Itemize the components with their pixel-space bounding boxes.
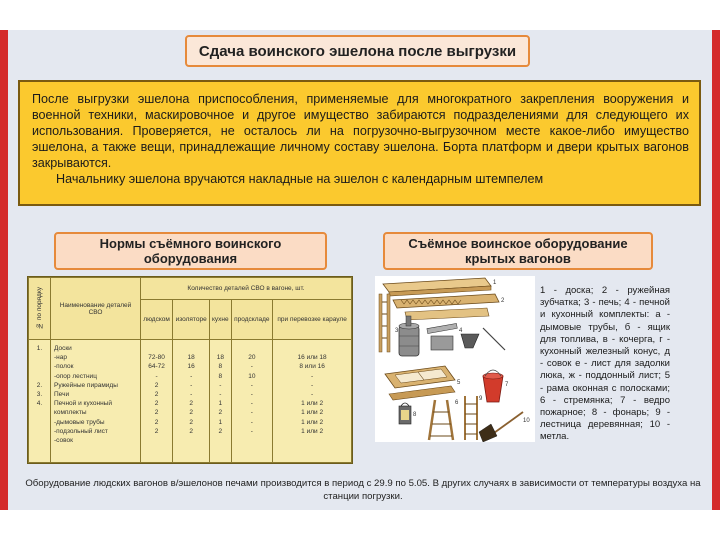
table-cell: 3. (36, 391, 43, 399)
table-cell: -подзольный лист (54, 427, 108, 435)
stove-drawing (399, 316, 419, 356)
table-cell (174, 344, 208, 353)
table-header-izolyator: изоляторе (173, 300, 210, 340)
equipment-illustration (375, 276, 535, 442)
table-cell: - (219, 381, 222, 389)
table-cell: 18 (216, 354, 224, 362)
stove-kit-drawing (427, 323, 505, 350)
table-cell: 1 или 2 (301, 400, 324, 408)
svg-text:3: 3 (395, 328, 399, 334)
table-cell (142, 344, 171, 353)
table-cell: -дымовые трубы (54, 418, 105, 426)
table-col-lyudskom (141, 340, 173, 463)
table-cell: 2 (154, 409, 159, 417)
right-accent-bar (712, 30, 720, 510)
table-cell: 1 или 2 (301, 418, 324, 426)
table-cell: - (155, 372, 158, 380)
table-cell (274, 344, 350, 353)
table-cell: Доски (54, 345, 72, 352)
table-cell: 1. (36, 345, 43, 352)
table-cell: - (190, 381, 193, 389)
table-header-quantity: Количество деталей СВО в вагоне, шт. (141, 278, 352, 300)
table-cell (30, 353, 49, 362)
table-cell (30, 362, 49, 371)
table-cell: -опор лестниц (54, 372, 97, 380)
lantern-drawing (399, 403, 411, 424)
equipment-legend: 1 - доска; 2 - ружейная зубчатка; 3 - печь; 4 - печной и кухонный комплекты: а - дымовые трубы, б - ящик для топлива, в - кочерга, г - кухонный железный конус, д - совок е - лист для задолки люка, ж - поддонный лист; 5 - рама оконная с полосками; 6 - стремянка; 7 - ведро пожарное; 8 - фонарь; 9 - лестница деревянная; 10 - метла. (540, 285, 670, 443)
table-cell: 4. (36, 400, 43, 408)
table-col-kukhne (210, 340, 231, 463)
table-cell: 1 (218, 418, 223, 426)
window-frame-drawing (385, 366, 455, 400)
table-cell: 2 (154, 391, 159, 399)
table-cell: 8 или 16 (299, 363, 325, 371)
table-cell: - (219, 391, 222, 399)
svg-text:9: 9 (479, 396, 483, 402)
table-cell: 10 (248, 372, 256, 380)
table-cell: -полок (54, 363, 74, 371)
ladder-small-drawing (379, 294, 390, 352)
footer-note: Оборудование людских вагонов в/эшелонов печами производится в период с 29.9 по 5.05. В других случаях в зависимости от температуры воздуха на станции погрузки. (25, 478, 701, 502)
table-cell: - (311, 391, 314, 399)
table-cell: 2 (218, 427, 223, 435)
table-cell: 2 (154, 400, 159, 408)
table-cell: 16 или 18 (297, 354, 327, 362)
svg-text:4: 4 (459, 328, 463, 334)
table-cell: - (250, 381, 253, 389)
table-cell: - (311, 372, 314, 380)
table-cell: - (250, 400, 253, 408)
table-cell: -нар (54, 354, 67, 362)
table-cell: - (311, 381, 314, 389)
table-cell: - (250, 427, 253, 435)
table-col-perevozka (273, 340, 352, 463)
table-header-prodsklade: продскладе (231, 300, 273, 340)
table-cell: 2 (154, 427, 159, 435)
table-cell: -совок (54, 437, 73, 445)
table-header-lyudskom: людском (141, 300, 173, 340)
table-col-nums (29, 340, 51, 463)
table-cell: 1 или 2 (301, 427, 324, 435)
table-cell: Печи (54, 391, 70, 399)
table-cell: 72-80 (148, 354, 165, 362)
table-cell: 64-72 (148, 363, 165, 371)
table-cell: 2 (189, 400, 193, 408)
table-cell: 16 (187, 363, 195, 371)
table-cell: 1 (218, 400, 223, 408)
svg-text:2: 2 (501, 298, 505, 304)
table-col-names (51, 340, 141, 463)
equipment-heading: Съёмное воинское оборудование крытых вагонов (383, 232, 653, 270)
table-cell (233, 344, 272, 353)
main-paragraph-1: После выгрузки эшелона приспособления, применяемые для многократного закрепления вооружения и военной техники, маскировочное и другое имущество забираются подразделениями для следующего их использования. Проверяется, не осталось ли на погрузочно-выгрузочном месте какое-либо имущество эшелона, а также вещи, принадлежащие личному составу эшелона. Борта платформ и двери крытых вагонов закрываются. (32, 92, 689, 170)
stepladder-drawing (429, 400, 453, 440)
table-cell: 1 или 2 (301, 409, 324, 417)
table-cell: 2 (189, 409, 193, 417)
table-cell: - (250, 418, 253, 426)
table-col-prodsklade (231, 340, 273, 463)
norms-table (27, 276, 353, 464)
table-cell: 2 (154, 418, 159, 426)
fire-bucket-drawing (483, 370, 503, 402)
table-header-num: № по порядку (29, 278, 51, 340)
svg-text:5: 5 (457, 380, 461, 386)
equipment-drawing (375, 276, 535, 442)
table-cell: 8 (218, 363, 223, 371)
table-cell: - (190, 391, 193, 399)
svg-text:7: 7 (505, 382, 509, 388)
table-cell: 18 (187, 354, 195, 362)
table-cell: 2 (218, 409, 223, 417)
left-accent-bar (0, 30, 8, 510)
table-cell: - (250, 391, 253, 399)
table-cell: 2 (189, 418, 193, 426)
table-cell: - (250, 409, 253, 417)
table-cell: 20 (248, 354, 256, 362)
table-header-perevozka: при перевозке карауле (273, 300, 352, 340)
table-col-izolyator (173, 340, 210, 463)
svg-text:1: 1 (493, 280, 497, 286)
slide-title: Сдача воинского эшелона после выгрузки (185, 35, 530, 67)
norms-heading: Нормы съёмного воинского оборудования (54, 232, 327, 270)
table-cell: Ружейные пирамиды (54, 381, 118, 389)
svg-text:6: 6 (455, 400, 459, 406)
table-cell: - (190, 372, 193, 380)
table-header-name: Наименование деталей СВО (51, 278, 141, 340)
table-header-kukhne: кухне (210, 300, 231, 340)
table-cell: - (250, 363, 253, 371)
table-cell: 2. (36, 381, 43, 389)
svg-text:10: 10 (523, 418, 530, 424)
svg-text:8: 8 (413, 412, 417, 418)
table-cell: 8 (218, 372, 223, 380)
table-cell: 2 (154, 381, 159, 389)
broom-drawing (479, 412, 523, 442)
table-cell: Печной и кухонный комплекты (54, 400, 112, 417)
table-cell (30, 372, 49, 381)
board-drawing (383, 278, 491, 296)
wooden-ladder-drawing (465, 396, 477, 440)
main-paragraph-2: Начальнику эшелона вручаются накладные на эшелон с календарным штемпелем (56, 172, 544, 186)
main-text-panel (18, 80, 701, 206)
table-cell (211, 344, 229, 353)
table-cell: 2 (189, 427, 193, 435)
